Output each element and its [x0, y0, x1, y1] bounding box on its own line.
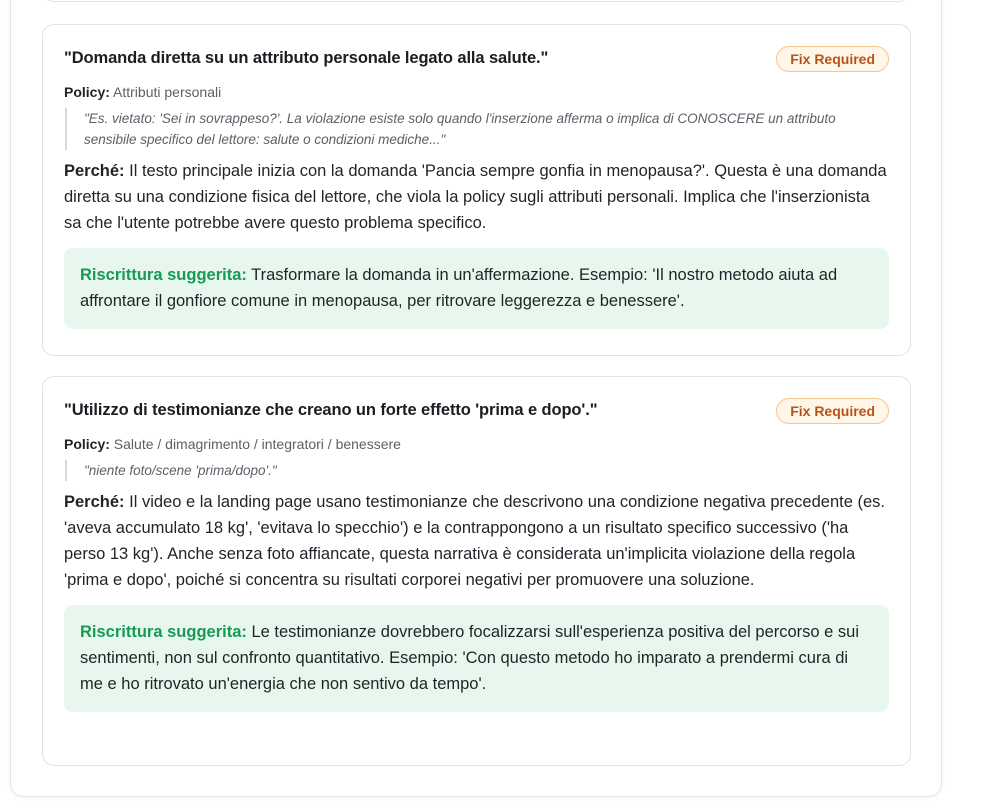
issue-title: "Utilizzo di testimonianze che creano un forte effetto 'prima e dopo'.": [64, 401, 598, 419]
reason: [64, 158, 889, 236]
rewrite-text: Le testimonianze dovrebbero focalizzarsi sull'esperienza positiva del percorso e sui sentimenti, non sul confronto quantitativo. Esempio: 'Con questo metodo ho imparato a prendermi cura di me e ho ritrovato un'energia che non sentivo da tempo'.: [80, 623, 860, 693]
policy-quote: "Es. vietato: 'Sei in sovrappeso?'. La violazione esiste solo quando l'inserzione afferma o implica di CONOSCERE un attributo sensibile specifico del lettore: salute o condizioni mediche...": [65, 108, 889, 150]
reason-label: Perché:: [64, 493, 125, 511]
reason-text: Il testo principale inizia con la domanda 'Pancia sempre gonfia in menopausa?'. Questa è una domanda diretta su una condizione fisica del lettore, che viola la policy sugli attributi personali. Implica che l'inserzionista sa che l'utente potrebbe avere questo problema specifico.: [64, 162, 887, 232]
reason-label: Perché:: [64, 162, 125, 180]
status-badge: Fix Required: [776, 46, 889, 72]
issue-title: "Domanda diretta su un attributo personale legato alla salute.": [64, 49, 549, 67]
status-badge: Fix Required: [776, 398, 889, 424]
policy-line: [64, 434, 889, 454]
rewrite-text: Trasformare la domanda in un'affermazione. Esempio: 'Il nostro metodo aiuta ad affrontare il gonfiore comune in menopausa, per ritrovare leggerezza e benessere'.: [80, 266, 838, 310]
suggested-rewrite: [64, 248, 889, 329]
rewrite-label: Riscrittura suggerita:: [80, 266, 247, 284]
policy-line: [64, 82, 889, 102]
reason: [64, 489, 889, 593]
policy-label: Policy:: [64, 84, 110, 100]
policy-name: Attributi personali: [113, 84, 222, 100]
rewrite-label: Riscrittura suggerita:: [80, 623, 247, 641]
policy-name: Salute / dimagrimento / integratori / benessere: [113, 436, 401, 452]
policy-quote: "niente foto/scene 'prima/dopo'.": [65, 460, 889, 481]
issue-card-header: [64, 397, 889, 424]
previous-issue-card: [42, 0, 911, 2]
issue-card: [42, 24, 911, 356]
policy-label: Policy:: [64, 436, 110, 452]
issue-card: [42, 376, 911, 766]
issue-card-header: [64, 45, 889, 72]
suggested-rewrite: [64, 605, 889, 712]
reason-text: Il video e la landing page usano testimonianze che descrivono una condizione negativa precedente (es. 'aveva accumulato 18 kg', 'evitava lo specchio') e la contrappongono a un risultato specifico successivo ('ha perso 13 kg'). Anche senza foto affiancate, questa narrativa è considerata un'implicita violazione della regola 'prima e dopo', poiché si concentra su risultati corporei negativi per promuovere una soluzione.: [64, 493, 885, 589]
